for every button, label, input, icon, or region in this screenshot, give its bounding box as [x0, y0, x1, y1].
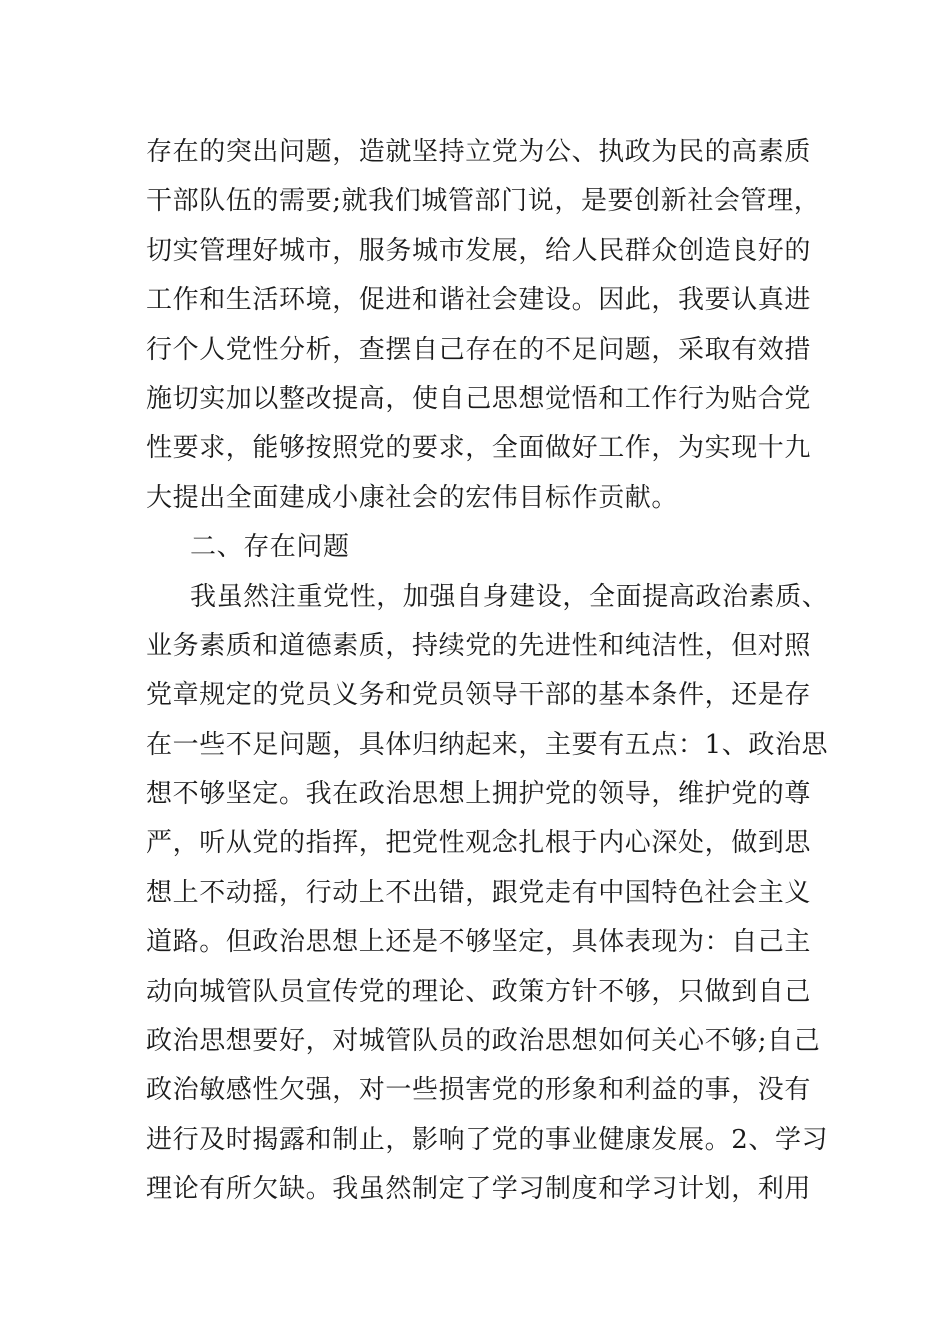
- text-line: 道路。但政治思想上还是不够坚定，具体表现为：自己主: [146, 927, 812, 958]
- text-line: 业务素质和道德素质，持续党的先进性和纯洁性，但对照: [146, 630, 812, 661]
- text-line: 政治思想要好，对城管队员的政治思想如何关心不够;自己: [146, 1026, 821, 1057]
- body-text: [146, 128, 829, 1215]
- text-line: 我虽然注重党性，加强自身建设，全面提高政治素质、: [190, 581, 829, 612]
- text-line: 大提出全面建成小康社会的宏伟目标作贡献。: [146, 482, 679, 513]
- text-line: 动向城管队员宣传党的理论、政策方针不够，只做到自己: [146, 976, 812, 1007]
- text-line: 政治敏感性欠强，对一些损害党的形象和利益的事，没有: [146, 1075, 812, 1106]
- text-line: 进行及时揭露和制止，影响了党的事业健康发展。2、学习: [146, 1124, 829, 1155]
- text-line: 想上不动摇，行动上不出错，跟党走有中国特色社会主义: [146, 877, 812, 908]
- text-line: 切实管理好城市，服务城市发展，给人民群众创造良好的: [146, 235, 812, 266]
- text-line: 干部队伍的需要;就我们城管部门说，是要创新社会管理，: [146, 186, 821, 217]
- text-line: 工作和生活环境，促进和谐社会建设。因此，我要认真进: [146, 285, 812, 316]
- text-line: 党章规定的党员义务和党员领导干部的基本条件，还是存: [146, 680, 812, 711]
- text-line: 性要求，能够按照党的要求，全面做好工作，为实现十九: [146, 433, 812, 464]
- text-line: 理论有所欠缺。我虽然制定了学习制度和学习计划，利用: [146, 1174, 812, 1205]
- text-line: 想不够坚定。我在政治思想上拥护党的领导，维护党的尊: [146, 779, 812, 810]
- text-line: 行个人党性分析，查摆自己存在的不足问题，采取有效措: [146, 334, 812, 365]
- text-line: 严，听从党的指挥，把党性观念扎根于内心深处，做到思: [146, 828, 812, 859]
- section-heading: 二、存在问题: [190, 532, 350, 563]
- text-line: 存在的突出问题，造就坚持立党为公、执政为民的高素质: [146, 137, 812, 167]
- text-line: 施切实加以整改提高，使自己思想觉悟和工作行为贴合党: [146, 383, 812, 414]
- text-line: 在一些不足问题，具体归纳起来，主要有五点：1、政治思: [146, 729, 829, 760]
